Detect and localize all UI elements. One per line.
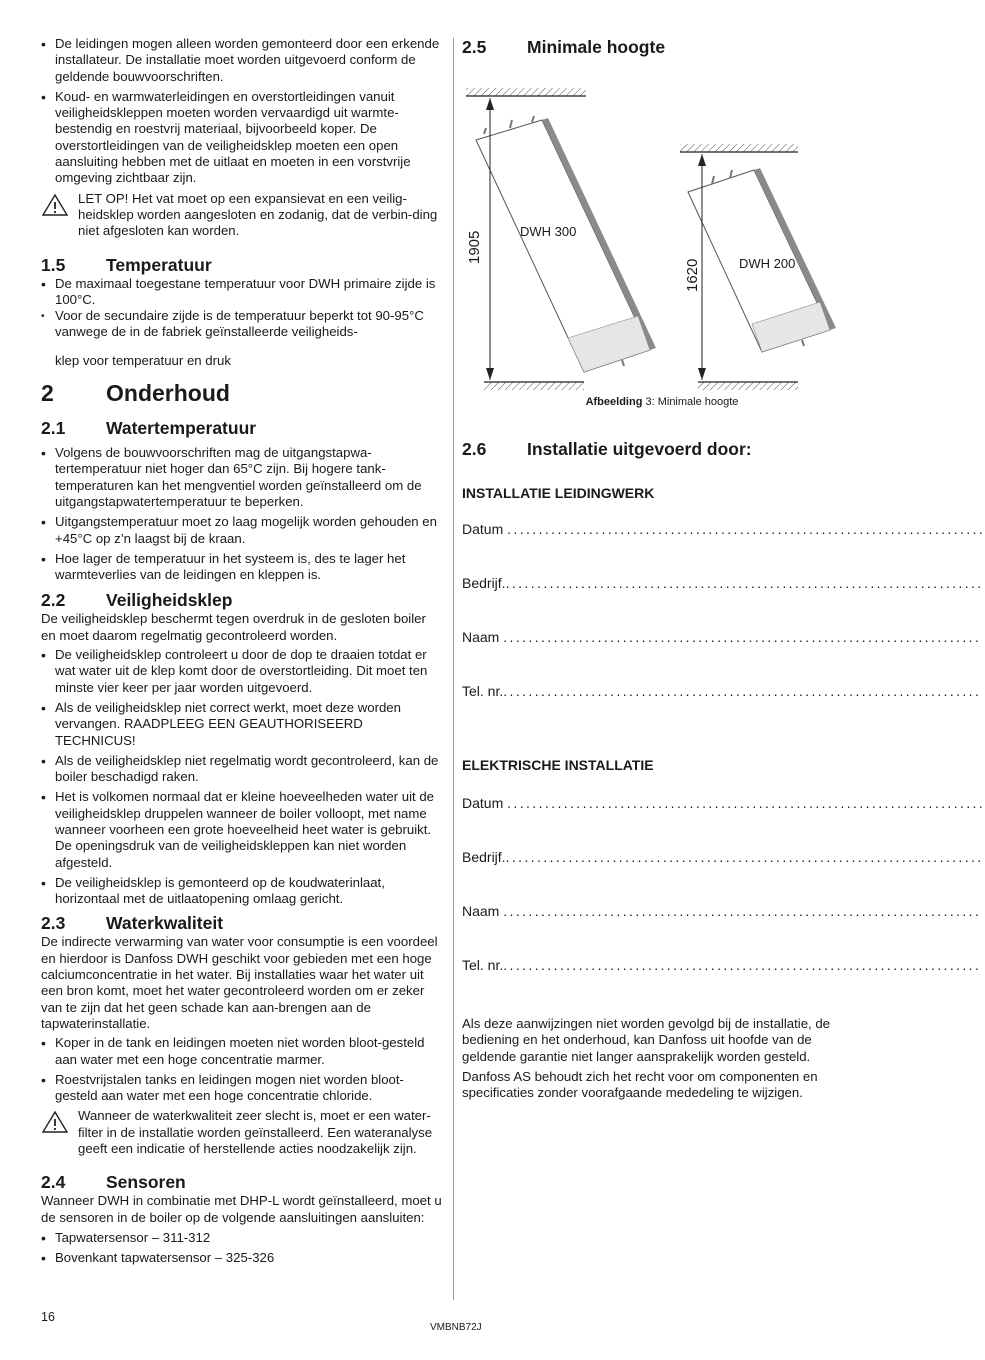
warning-icon bbox=[41, 191, 78, 240]
field-label: Naam bbox=[462, 629, 500, 645]
form-field-company[interactable] bbox=[462, 574, 984, 592]
watertemp-list bbox=[41, 445, 443, 583]
list-item: • De leidingen mogen alleen worden gemonteerd door een erkende installateur. De installatie moet worden uitgevoerd conform de geldende bouwvoorschriften. bbox=[41, 36, 443, 85]
section-heading bbox=[41, 912, 443, 934]
field-label: Datum bbox=[462, 521, 504, 537]
left-column bbox=[41, 36, 443, 1271]
list-item: • Volgens de bouwvoorschriften mag de uitgangstapwa-tertemperatuur niet hoger dan 65°C zijn. Bij hogere tank-temperaturen kan het mengventiel worden geïnstalleerd om de uitgangstapwatertemperatuur te beperken. bbox=[41, 445, 443, 510]
paragraph: Wanneer DWH in combinatie met DHP-L wordt geïnstalleerd, moet u de sensoren in de boiler op de volgende aansluitingen aansluiten: bbox=[41, 1193, 442, 1225]
fill-line: ............................................................................ bbox=[503, 629, 982, 645]
caption-text: 3: Minimale hoogte bbox=[642, 396, 739, 408]
form-field-name[interactable] bbox=[462, 902, 982, 920]
section-title: Veiligheidsklep bbox=[106, 590, 233, 611]
section-number: 1.5 bbox=[41, 254, 66, 275]
group-title: INSTALLATIE LEIDINGWERK bbox=[462, 485, 655, 501]
list-item: • Voor de secundaire zijde is de temperatuur beperkt tot 90-95°C vanwege de in de fabriek geïnstalleerde veiligheids- bbox=[41, 308, 443, 341]
group-title: ELEKTRISCHE INSTALLATIE bbox=[462, 757, 654, 773]
list-item: • De maximaal toegestane temperatuur voor DWH primaire zijde is 100°C. bbox=[41, 276, 443, 309]
field-label: Bedrijf. bbox=[462, 575, 506, 591]
section-number: 2.5 bbox=[462, 37, 487, 57]
list-item: • Als de veiligheidsklep niet correct werkt, moet deze worden vervangen. RAADPLEEG EEN GEAUTHORISEERD TECHNICUS! bbox=[41, 700, 443, 749]
field-label: Bedrijf. bbox=[462, 849, 506, 865]
form-group-electrical bbox=[462, 794, 985, 974]
section-heading bbox=[41, 1171, 443, 1193]
list-item: • Als de veiligheidsklep niet regelmatig wordt gecontroleerd, kan de boiler beschadigd raken. bbox=[41, 753, 443, 786]
section-number: 2.2 bbox=[41, 590, 66, 611]
height-label-1905: 1905 bbox=[466, 230, 483, 264]
field-label: Naam bbox=[462, 903, 500, 919]
fill-line: ............................................................................ bbox=[503, 957, 982, 973]
temperature-list bbox=[41, 276, 443, 341]
section-number: 2.4 bbox=[41, 1172, 66, 1193]
chapter-title: Onderhoud bbox=[106, 380, 230, 407]
list-item: • Hoe lager de temperatuur in het systeem is, des te lager het warmteverlies van de leidingen en kleppen is. bbox=[41, 551, 443, 584]
section-title: Sensoren bbox=[106, 1172, 186, 1193]
section-heading bbox=[41, 254, 443, 276]
fill-line: ............................................................................ bbox=[507, 795, 985, 811]
section-heading bbox=[462, 36, 862, 58]
section-heading bbox=[462, 438, 862, 460]
list-item: • Tapwatersensor – 311-312 bbox=[41, 1230, 443, 1246]
tank-dwh300 bbox=[476, 116, 656, 372]
tank-label-dwh200: DWH 200 bbox=[739, 256, 796, 271]
disclaimer-paragraph: Als deze aanwijzingen niet worden gevolgd bij de installatie, de bediening en het onderhoud, kan Danfoss uit hoofde van de geldende garantie niet langer aansprakelijk worden gesteld. bbox=[462, 1016, 831, 1064]
document-code: VMBNB72J bbox=[430, 1322, 482, 1333]
fill-line: ............................................................................ bbox=[505, 575, 984, 591]
section-title: Minimale hoogte bbox=[527, 37, 666, 57]
section-heading bbox=[41, 589, 443, 611]
height-label-1620: 1620 bbox=[684, 258, 701, 292]
warning-note bbox=[41, 1108, 443, 1157]
list-item: • Het is volkomen normaal dat er kleine hoeveelheden water uit de veiligheidsklep druppelen wanneer de boiler volloopt, met name wanneer voorheen een grote hoeveelheid heet water is gebruikt. De openingsdruk van de veiligheidskleppen kan niet worden afgesteld. bbox=[41, 789, 443, 870]
warning-text: LET OP! Het vat moet op een expansievat en een veilig-heidsklep worden aangesloten en zodanig, dat de verbin-ding niet afgesloten kan worden. bbox=[78, 190, 438, 239]
form-field-date[interactable] bbox=[462, 520, 985, 538]
section-number: 2.6 bbox=[462, 439, 487, 459]
form-field-name[interactable] bbox=[462, 628, 982, 646]
field-label: Tel. nr. bbox=[462, 957, 504, 973]
paragraph: klep voor temperatuur en druk bbox=[55, 352, 231, 368]
right-column bbox=[462, 36, 985, 1101]
form-group-plumbing bbox=[462, 520, 985, 700]
list-item: • Koud- en warmwaterleidingen en overstortleidingen vanuit veiligheidskleppen moeten worden vervaardigd uit warmte-bestendig en roestvrij materiaal, bijvoorbeeld koper. De overstortleidingen van de veiligheidsklep moeten een open aansluiting hebben met de uitlaat en moeten in een vorstvrije omgeving zichtbaar zijn. bbox=[41, 89, 443, 187]
column-divider bbox=[453, 38, 454, 1300]
tank-label-dwh300: DWH 300 bbox=[520, 224, 577, 239]
list-item: • Bovenkant tapwatersensor – 325-326 bbox=[41, 1250, 443, 1266]
section-heading bbox=[41, 417, 443, 439]
form-field-company[interactable] bbox=[462, 848, 984, 866]
section-title: Temperatuur bbox=[106, 254, 212, 275]
chapter-number: 2 bbox=[41, 380, 54, 407]
list-item: • Uitgangstemperatuur moet zo laag mogelijk worden gehouden en +45°C op z’n laagst bij de kraan. bbox=[41, 514, 443, 547]
fill-line: ............................................................................ bbox=[503, 903, 982, 919]
fill-line: ............................................................................ bbox=[505, 849, 984, 865]
warning-icon bbox=[41, 1108, 78, 1157]
caption-label: Afbeelding bbox=[585, 396, 643, 408]
section-number: 2.3 bbox=[41, 913, 66, 934]
safety-valve-list bbox=[41, 647, 443, 907]
section-title: Watertemperatuur bbox=[106, 418, 257, 439]
page-number: 16 bbox=[41, 1310, 55, 1324]
field-label: Datum bbox=[462, 795, 504, 811]
warning-note bbox=[41, 191, 443, 240]
section-title: Waterkwaliteit bbox=[106, 913, 224, 934]
warning-text: Wanneer de waterkwaliteit zeer slecht is, moet er een water-filter in de installatie worden geïnstalleerd. Een wateranalyse geeft een indicatie of herstellende acties noodzakelijk zijn. bbox=[78, 1108, 433, 1157]
paragraph: De veiligheidsklep beschermt tegen overdruk in de gesloten boiler en moet daarom regelmatig gecontroleerd worden. bbox=[41, 611, 426, 643]
chapter-heading bbox=[41, 379, 443, 407]
water-quality-list bbox=[41, 1035, 443, 1104]
section-title: Installatie uitgevoerd door: bbox=[527, 439, 752, 459]
form-field-phone[interactable] bbox=[462, 682, 982, 700]
list-item: • Roestvrijstalen tanks en leidingen mogen niet worden bloot-gesteld aan water met een hoge concentratie chloride. bbox=[41, 1072, 443, 1105]
section-number: 2.1 bbox=[41, 418, 66, 439]
sensor-list bbox=[41, 1230, 443, 1267]
list-item: • De veiligheidsklep is gemonteerd op de koudwaterinlaat, horizontaal met de uitlaatopening omlaag gericht. bbox=[41, 875, 443, 908]
fill-line: ............................................................................ bbox=[507, 521, 985, 537]
list-item: • Koper in de tank en leidingen moeten niet worden bloot-gesteld aan water met een hoge concentratie marmer. bbox=[41, 1035, 443, 1068]
minimum-height-figure bbox=[462, 58, 862, 398]
field-label: Tel. nr. bbox=[462, 683, 504, 699]
list-item: • De veiligheidsklep controleert u door de dop te draaien totdat er wat water uit de klep komt door de overstortleiding. Dit moet ten minste vier keer per jaar worden uitgevoerd. bbox=[41, 647, 443, 696]
form-field-phone[interactable] bbox=[462, 956, 982, 974]
intro-list bbox=[41, 36, 443, 187]
form-field-date[interactable] bbox=[462, 794, 985, 812]
paragraph: De indirecte verwarming van water voor consumptie is een voordeel en hierdoor is Danfoss DWH geschikt voor gebieden met een hoge calciumconcentratie in het water. Bij installaties waar het water uit een bron komt, moet het water gecontroleerd worden om er zeker van te zijn dat het geen schade kan aan-brengen aan de tapwaterinstallatie. bbox=[41, 934, 438, 1031]
fill-line: ............................................................................ bbox=[503, 683, 982, 699]
disclaimer-paragraph: Danfoss AS behoudt zich het recht voor om componenten en specificaties zonder voorafgaande mededeling te wijzigen. bbox=[462, 1068, 818, 1101]
